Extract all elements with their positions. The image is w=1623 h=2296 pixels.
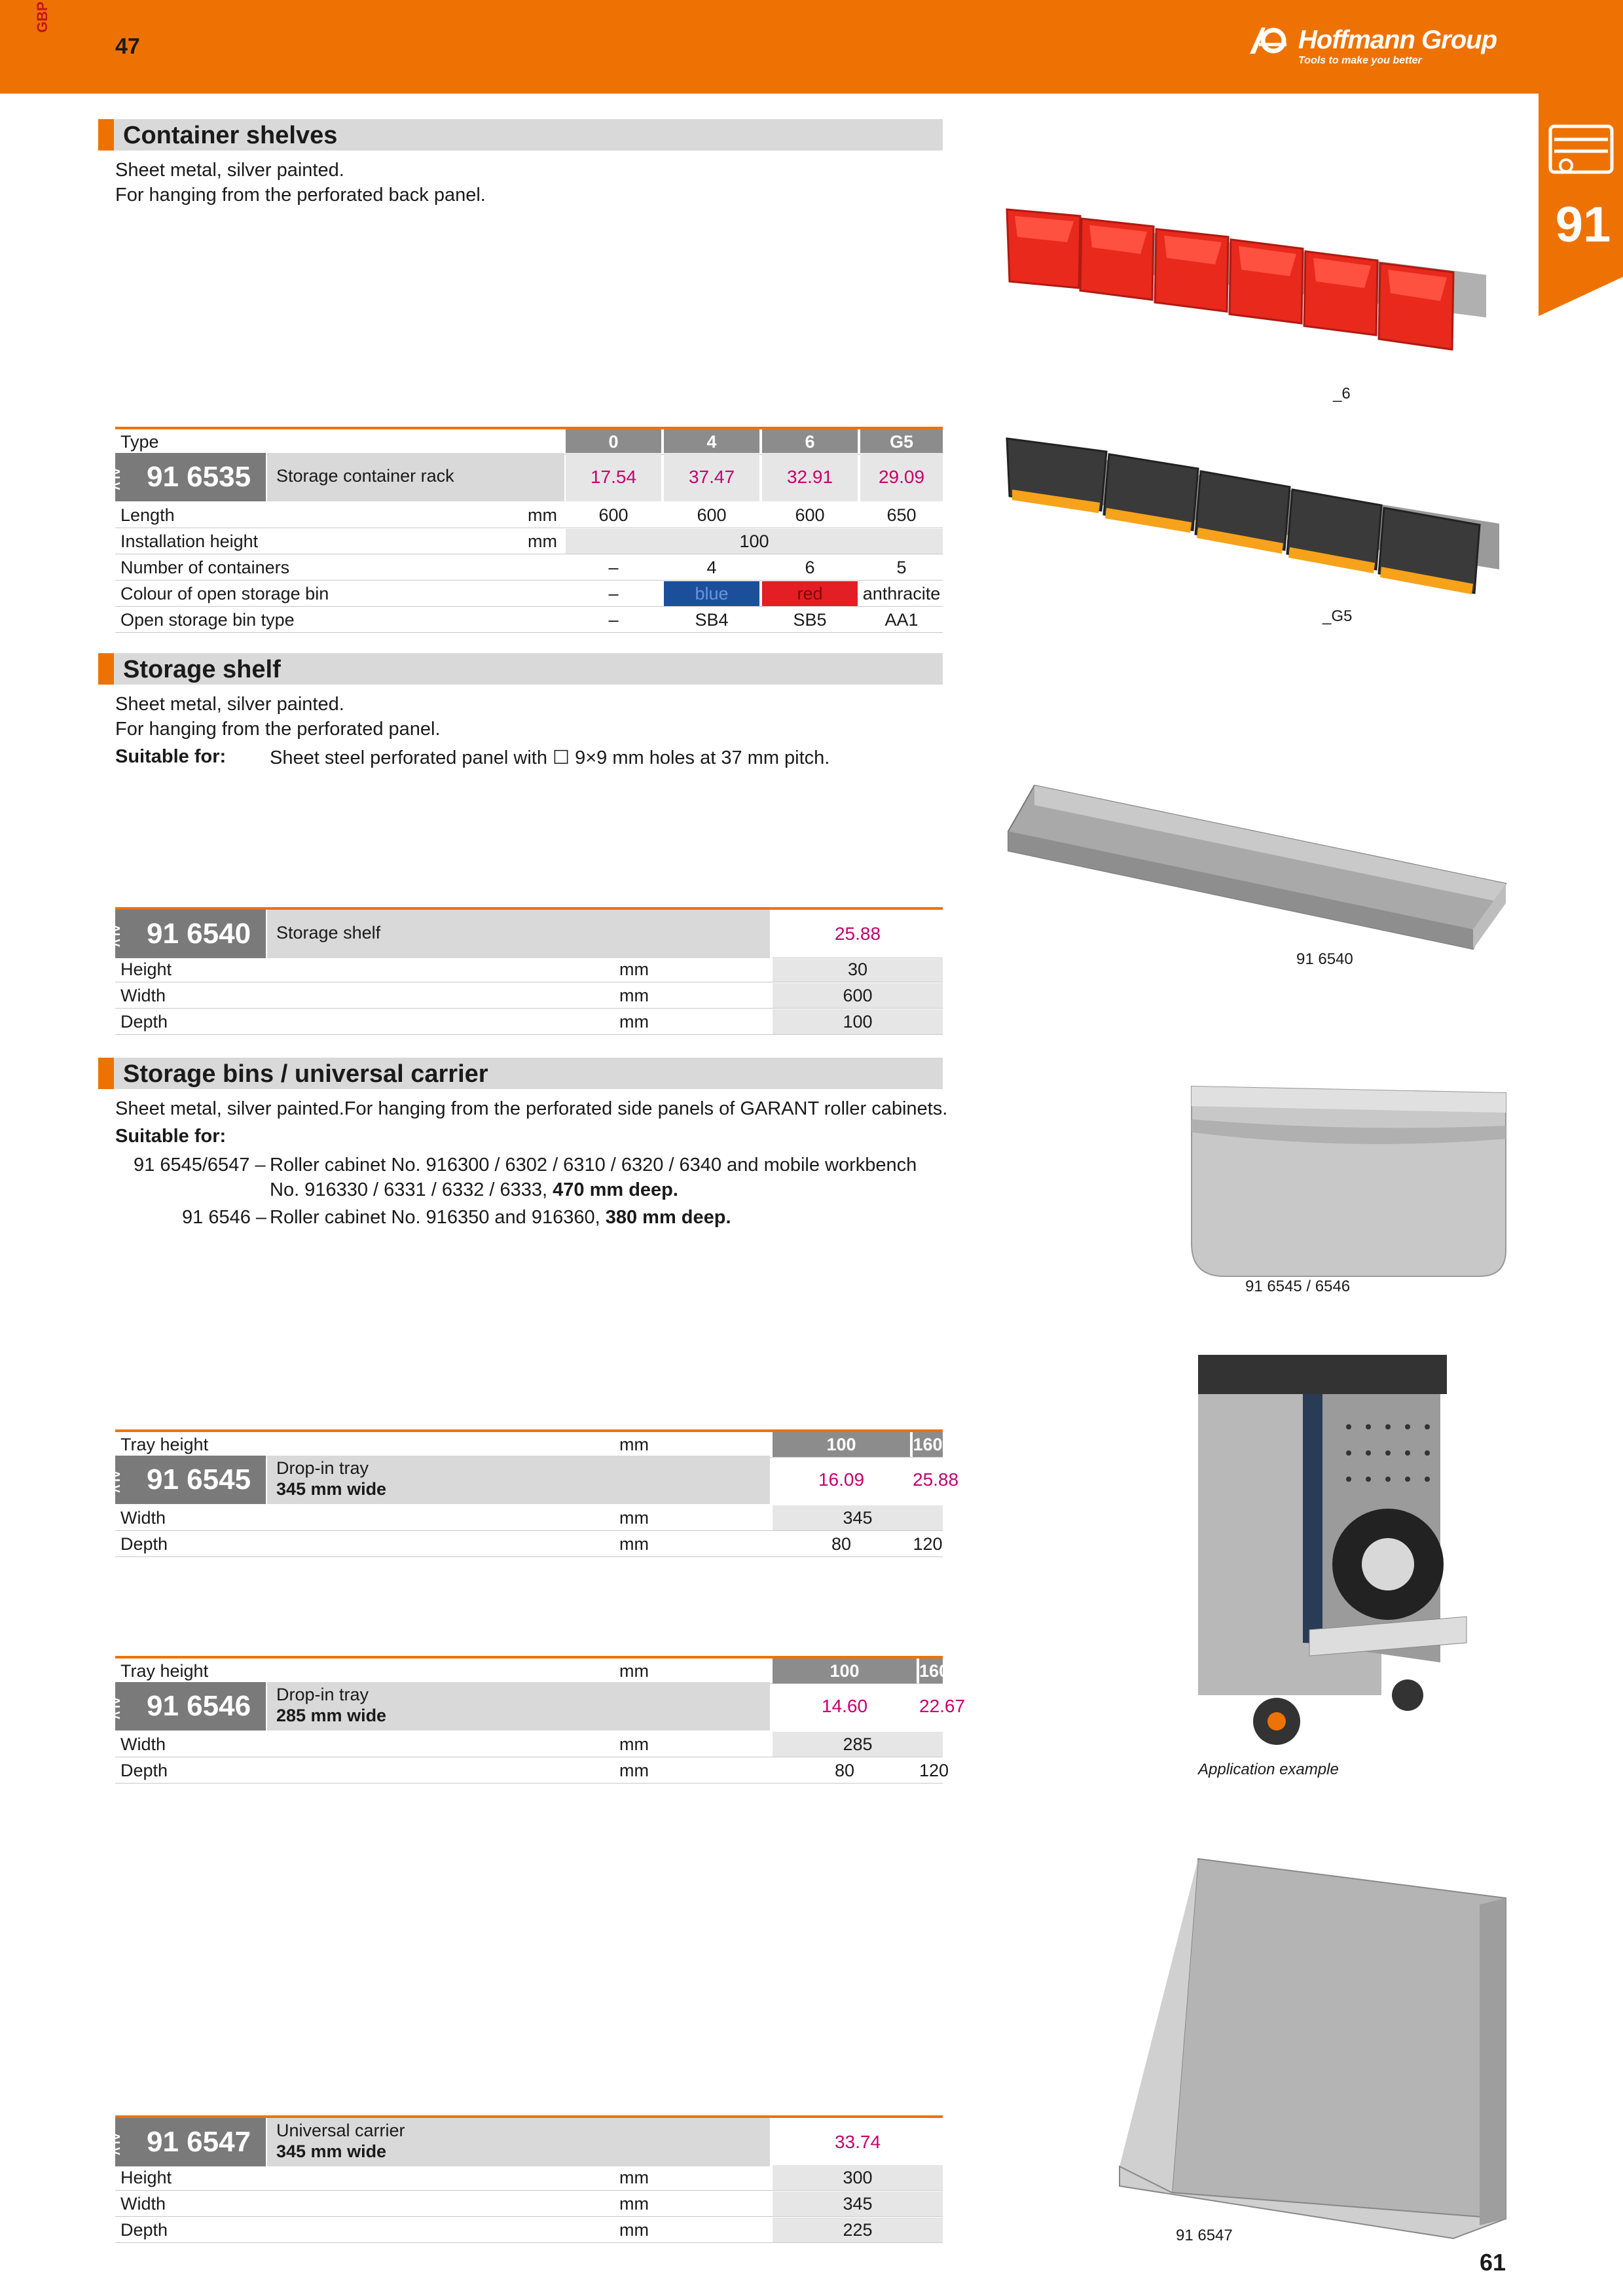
desc-line: Sheet metal, silver painted. xyxy=(115,694,344,715)
article-name: Drop-in tray 285 mm wide xyxy=(267,1682,770,1731)
logo-icon xyxy=(1247,25,1293,55)
table-row: Width mm 285 xyxy=(115,1732,943,1757)
type-0: 0 xyxy=(566,429,661,454)
caption-916540: 91 6540 xyxy=(1296,950,1353,968)
suitable-text-1b: No. 916330 / 6331 / 6332 / 6333, 470 mm deep. xyxy=(270,1179,678,1200)
table-row: Width mm 345 xyxy=(115,2191,943,2217)
suitable-code-1: 91 6545/6547 – xyxy=(134,1155,266,1175)
table-row: Depth mm 225 xyxy=(115,2217,943,2243)
price: 33.74 xyxy=(834,2132,881,2152)
section-header-storage-shelf: Storage shelf xyxy=(98,653,943,685)
caption-6: _6 xyxy=(1333,385,1351,403)
article-row: ALV 91 6546 Drop-in tray 285 mm wide 14.60 22.67 xyxy=(115,1682,943,1731)
side-code: GBP xyxy=(34,1,50,33)
table-row: Height mm 300 xyxy=(115,2165,943,2191)
table-row: Depth mm 80 120 xyxy=(115,1532,943,1557)
suitable-text-1: Roller cabinet No. 916300 / 6302 / 6310 / 6320 / 6340 and mobile workbench xyxy=(270,1155,917,1175)
article-name: Universal carrier 345 mm wide xyxy=(267,2118,770,2166)
suitable-label: Suitable for: xyxy=(115,1126,227,1147)
suitable-text: Sheet steel perforated panel with ☐ 9×9 mm holes at 37 mm pitch. xyxy=(270,747,830,768)
anthracite-container-rack-image xyxy=(1002,425,1512,622)
universal-carrier-image xyxy=(1113,1852,1519,2245)
type-6: 6 xyxy=(762,429,858,454)
colour-blue-cell: blue xyxy=(664,581,759,606)
table-row: Colour of open storage bin – blue red anthracite xyxy=(115,581,943,607)
article-number: 91 6545 xyxy=(147,1463,251,1496)
table-header-row xyxy=(115,427,943,455)
price: 25.88 xyxy=(834,924,881,944)
article-number: 91 6547 xyxy=(147,2126,251,2158)
table-row: Length mm 600 600 600 650 xyxy=(115,503,943,528)
article-row: ALV 91 6545 Drop-in tray 345 mm wide 16.09 25.88 xyxy=(115,1456,943,1504)
table-row: Depth mm 100 xyxy=(115,1009,943,1035)
table-row: Height mm 30 xyxy=(115,957,943,982)
storage-shelf-image xyxy=(1002,772,1512,969)
suitable-text-2: Roller cabinet No. 916350 and 916360, 380 mm deep. xyxy=(270,1207,731,1228)
page-number: 61 xyxy=(1480,2249,1506,2276)
brand-name: Hoffmann Group xyxy=(1298,25,1497,54)
section-header-storage-bins: Storage bins / universal carrier xyxy=(98,1058,943,1089)
caption-application-example: Application example xyxy=(1198,1761,1339,1778)
type-g5: G5 xyxy=(860,429,943,454)
article-name: Storage container rack xyxy=(267,453,564,501)
price: 37.47 xyxy=(664,453,759,501)
table-row: Open storage bin type – SB4 SB5 AA1 xyxy=(115,607,943,633)
suitable-code-2: 91 6546 – xyxy=(182,1207,267,1228)
price: 16.09 xyxy=(818,1469,865,1490)
price: 17.54 xyxy=(566,453,661,501)
article-row xyxy=(109,453,943,501)
section-header-container-shelves: Container shelves xyxy=(98,119,943,151)
table-row: Width mm 600 xyxy=(115,983,943,1009)
price: 25.88 xyxy=(913,1469,959,1490)
caption-g5: _G5 xyxy=(1322,607,1353,625)
article-name: Storage shelf xyxy=(267,910,770,958)
brand-logo xyxy=(1247,25,1497,67)
tab-number: 91 xyxy=(1555,197,1611,253)
table-row: Installation height mm 100 xyxy=(115,529,943,554)
page-number-top: 47 xyxy=(115,34,140,59)
table-header-row: Tray height mm 100 160 xyxy=(115,1429,943,1458)
drop-in-tray-image xyxy=(1178,1080,1519,1289)
colour-red-cell: red xyxy=(762,581,858,606)
article-number-box: ALV 91 6535 xyxy=(115,453,266,501)
type-label: Type xyxy=(120,432,159,452)
desc-line: For hanging from the perforated back panel. xyxy=(115,185,486,206)
table-header-row: Tray height mm 100 160 xyxy=(115,1656,943,1684)
article-number: 91 6546 xyxy=(147,1690,251,1722)
brand-tagline: Tools to make you better xyxy=(1298,55,1422,66)
article-name: Drop-in tray 345 mm wide xyxy=(267,1456,770,1504)
article-number: 91 6540 xyxy=(147,918,251,950)
price: 14.60 xyxy=(821,1696,868,1716)
article-row: ALV 91 6547 Universal carrier 345 mm wide 33.74 xyxy=(115,2115,943,2166)
article-row: ALV 91 6540 Storage shelf 25.88 xyxy=(115,907,943,958)
table-row: Depth mm 80 120 xyxy=(115,1758,943,1784)
price: 32.91 xyxy=(762,453,858,501)
desc-line: Sheet metal, silver painted. xyxy=(115,160,344,181)
red-container-rack-image xyxy=(1002,190,1512,386)
table-row: Number of containers – 4 6 5 xyxy=(115,555,943,581)
application-example-image xyxy=(1192,1355,1480,1754)
desc-line: Sheet metal, silver painted.For hanging from the perforated side panels of GARANT roller cabinets. xyxy=(115,1098,948,1119)
type-4: 4 xyxy=(664,429,759,454)
article-number: 91 6535 xyxy=(147,461,251,493)
caption-bins: 91 6545 / 6546 xyxy=(1245,1278,1351,1295)
price: 29.09 xyxy=(860,453,943,501)
caption-916547: 91 6547 xyxy=(1176,2227,1233,2244)
desc-line: For hanging from the perforated panel. xyxy=(115,719,441,740)
price: 22.67 xyxy=(919,1696,966,1716)
table-row: Width mm 345 xyxy=(115,1505,943,1531)
suitable-label: Suitable for: xyxy=(115,746,227,767)
